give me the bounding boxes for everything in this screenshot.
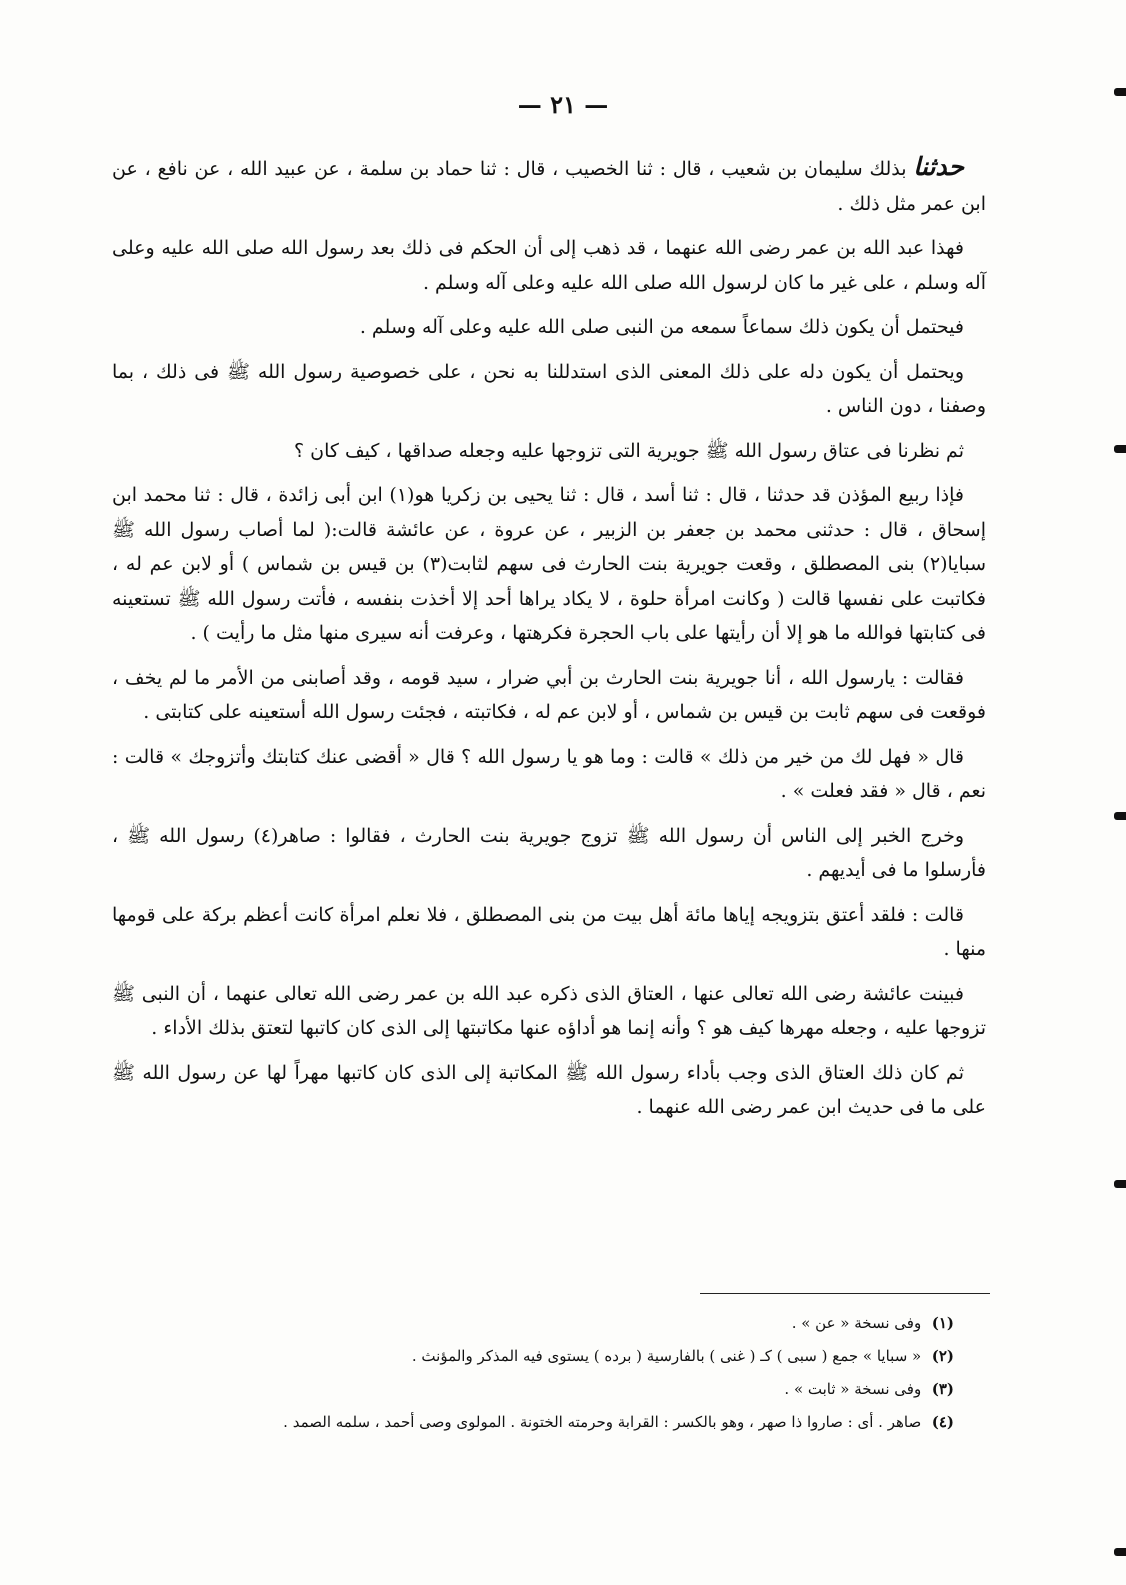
- paragraph-text: فإذا ربيع المؤذن قد حدثنا ، قال : ثنا أسد ، قال : ثنا يحيى بن زكريا هو(١) ابن أبى زائدة ، قال : ثنا محمد ابن إسحاق ، قال : حدثنى محمد بن جعفر بن الزبير ، عن عروة ، عن عائشة قالت:( لما أصاب رسول الله ﷺ سبايا(٢) بنى المصطلق ، وقعت جويرية بنت الحارث فى سهم لثابت(٣) بن قيس بن شماس ) أو لابن عم له ، فكاتبت على نفسها قالت ( وكانت امرأة حلوة ، لا يكاد يراها أحد إلا أخذت بنفسه ، فأتت رسول الله ﷺ تستعينه فى كتابتها فوالله ما هو إلا أن رأيتها على باب الحجرة فكرهتها ، وعرفت أنه سيرى منها مثل ما رأيت ) .: [112, 484, 986, 644]
- paragraph-text: فبينت عائشة رضى الله تعالى عنها ، العتاق الذى ذكره عبد الله بن عمر رضى الله تعالى عنهما ، أن النبى ﷺ تزوجها عليه ، وجعله مهرها كيف هو ؟ وأنه إنما هو أداؤه عنها مكاتبتها إلى الذى كان كاتبها لتعتق بذلك الأداء .: [112, 982, 986, 1039]
- scan-edge-mark: [1114, 1180, 1126, 1188]
- scan-edge-mark: [1114, 445, 1126, 453]
- footnote: [112, 1407, 954, 1437]
- main-text: [112, 150, 986, 1135]
- paragraph-text: وخرج الخبر إلى الناس أن رسول الله ﷺ تزوج جويرية بنت الحارث ، فقالوا : صاهر(٤) رسول الله ﷺ ، فأرسلوا ما فى أيديهم .: [112, 824, 986, 881]
- paragraph-text: بذلك سليمان بن شعيب ، قال : ثنا الخصيب ، قال : ثنا حماد بن سلمة ، عن عبيد الله ، عن نافع ، عن ابن عمر مثل ذلك .: [112, 158, 986, 215]
- footnote-text: صاهر . أى : صاروا ذا صهر ، وهو بالكسر : القرابة وحرمته الختونة . المولوى وصى أحمد ، سلمه الصمد .: [283, 1413, 922, 1431]
- paragraph-text: فقالت : يارسول الله ، أنا جويرية بنت الحارث بن أبي ضرار ، سيد قومه ، وقد أصابنى من الأمر ما لم يخف ، فوقعت فى سهم ثابت بن قيس بن شماس ، أو لابن عم له ، فكاتبته ، فجئت رسول الله أستعينه على كتابتى .: [112, 666, 986, 723]
- page-number: — ٢١ —: [517, 90, 609, 119]
- paragraph: [112, 355, 986, 424]
- paragraph-text: فهذا عبد الله بن عمر رضى الله عنهما ، قد ذهب إلى أن الحكم فى ذلك بعد رسول الله صلى الله عليه وعلى آله وسلم ، على غير ما كان لرسول الله صلى الله عليه وعلى آله وسلم .: [112, 237, 986, 294]
- paragraph: [112, 977, 986, 1046]
- footnote-text: وفى نسخة « ثابت » .: [784, 1380, 922, 1398]
- paragraph-text: ثم كان ذلك العتاق الذى وجب بأداء رسول الله ﷺ المكاتبة إلى الذى كان كاتبها مهراً لها عن رسول الله ﷺ على ما فى حديث ابن عمر رضى الله عنهما .: [112, 1061, 986, 1118]
- paragraph-text: قالت : فلقد أعتق بتزويجه إياها مائة أهل بيت من بنى المصطلق ، فلا نعلم امرأة كانت أعظم بركة على قومها منها .: [112, 903, 986, 960]
- paragraph: [112, 478, 986, 651]
- paragraph-text: ويحتمل أن يكون دله على ذلك المعنى الذى استدللنا به نحن ، على خصوصية رسول الله ﷺ فى ذلك ، بما وصفنا ، دون الناس .: [112, 360, 986, 417]
- scan-edge-mark: [1114, 88, 1126, 96]
- paragraph: [112, 150, 986, 221]
- paragraph: [112, 1056, 986, 1125]
- paragraph: [112, 231, 986, 300]
- footnote-number: (٤): [931, 1413, 954, 1431]
- footnote-text: « سبايا » جمع ( سبى ) كـ ( غنى ) بالفارسية ( برده ) يستوى فيه المذكر والمؤنث .: [411, 1347, 922, 1365]
- footnotes: [112, 1308, 954, 1440]
- paragraph: [112, 661, 986, 730]
- paragraph-text: قال « فهل لك من خير من ذلك » قالت : وما هو يا رسول الله ؟ قال « أقضى عنك كتابتك وأتزوجك » قالت : نعم ، قال « فقد فعلت » .: [112, 745, 986, 802]
- paragraph-lead: حدثنا: [913, 152, 964, 181]
- paragraph: [112, 310, 986, 345]
- footnote-number: (١): [931, 1314, 954, 1332]
- footnote: [112, 1341, 954, 1371]
- footnote-text: وفى نسخة « عن » .: [791, 1314, 922, 1332]
- footnote: [112, 1308, 954, 1338]
- paragraph: [112, 898, 986, 967]
- footnote-number: (٢): [931, 1347, 954, 1365]
- paragraph: [112, 819, 986, 888]
- footnote-number: (٣): [931, 1380, 954, 1398]
- footnote-divider: [700, 1293, 990, 1294]
- scan-edge-mark: [1114, 1548, 1126, 1556]
- paragraph: [112, 740, 986, 809]
- paragraph-text: فيحتمل أن يكون ذلك سماعاً سمعه من النبى صلى الله عليه وعلى آله وسلم .: [359, 316, 964, 338]
- paragraph-text: ثم نظرنا فى عتاق رسول الله ﷺ جويرية التى تزوجها عليه وجعله صداقها ، كيف كان ؟: [294, 439, 964, 462]
- scan-edge-mark: [1114, 812, 1126, 820]
- paragraph: [112, 434, 986, 469]
- footnote: [112, 1374, 954, 1404]
